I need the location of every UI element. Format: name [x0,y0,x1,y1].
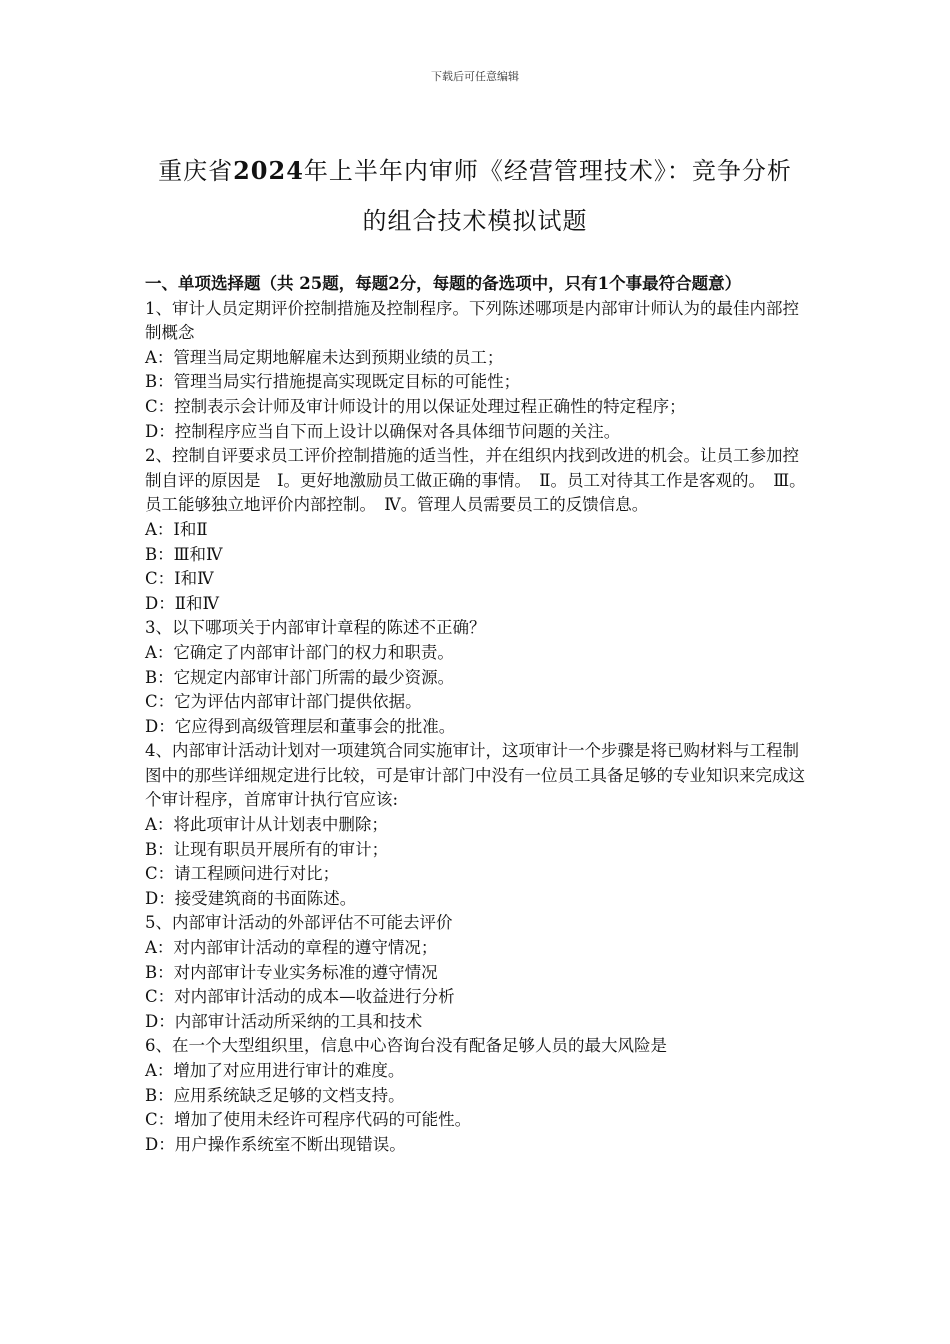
option-a: A：Ⅰ和Ⅱ [145,519,208,539]
title-suffix: 年上半年内审师《经营管理技术》：竞争分析 [303,157,792,185]
option-d: D：它应得到高级管理层和董事会的批准。 [145,716,456,736]
option-c: C：控制表示会计师及审计师设计的用以保证处理过程正确性的特定程序； [145,396,686,416]
question-stem: 6、在一个大型组织里，信息中心咨询台没有配备足够人员的最大风险是 [145,1036,667,1056]
option-d: D：接受建筑商的书面陈述。 [145,888,357,908]
title-year: 2024 [233,156,304,185]
question-6 [145,1034,810,1157]
document-title [140,146,810,246]
question-4 [145,739,810,911]
header-note: 下载后可任意编辑 [431,70,519,83]
option-a: A：将此项审计从计划表中删除； [145,815,388,835]
section-heading: 一、单项选择题（共 25题，每题2分，每题的备选项中，只有1个事最符合题意） [145,274,742,293]
option-c: C：增加了使用未经许可程序代码的可能性。 [145,1110,472,1130]
question-1 [145,297,810,445]
option-c: C：Ⅰ和Ⅳ [145,569,214,589]
option-d: D：内部审计活动所采纳的工具和技术 [145,1011,423,1031]
option-b: B：它规定内部审计部门所需的最少资源。 [145,667,455,687]
option-c: C：对内部审计活动的成本—收益进行分析 [145,987,455,1007]
title-line-2: 的组合技术模拟试题 [362,207,588,235]
option-b: B：Ⅲ和Ⅳ [145,544,223,564]
option-b: B：管理当局实行措施提高实现既定目标的可能性； [145,372,521,392]
question-content [145,272,810,1157]
question-5 [145,911,810,1034]
question-stem: 5、内部审计活动的外部评估不可能去评价 [145,913,453,933]
option-d: D：控制程序应当自下而上设计以确保对各具体细节问题的关注。 [145,421,621,441]
question-stem: 2、控制自评要求员工评价控制措施的适当性，并在组织内找到改进的机会。让员工参加控制自评的原因是 Ⅰ。更好地激励员工做正确的事情。 Ⅱ。员工对待其工作是客观的。 Ⅲ。员工能够独立地评价内部控制。 Ⅳ。管理人员需要员工的反馈信息。 [145,446,806,515]
option-d: D：用户操作系统室不断出现错误。 [145,1134,406,1154]
title-line-1 [140,146,810,196]
question-3 [145,616,810,739]
question-stem: 4、内部审计活动计划对一项建筑合同实施审计，这项审计一个步骤是将已购材料与工程制图中的那些详细规定进行比较，可是审计部门中没有一位员工具备足够的专业知识来完成这个审计程序，首席审计执行官应该: [145,741,805,810]
title-prefix: 重庆省 [158,157,234,185]
question-2 [145,444,810,616]
question-stem: 3、以下哪项关于内部审计章程的陈述不正确？ [145,618,486,638]
option-a: A：对内部审计活动的章程的遵守情况； [145,938,438,958]
option-b: B：应用系统缺乏足够的文档支持。 [145,1085,405,1105]
question-stem: 1、审计人员定期评价控制措施及控制程序。下列陈述哪项是内部审计师认为的最佳内部控制概念 [145,298,799,343]
option-d: D：Ⅱ和Ⅳ [145,593,219,613]
option-a: A：它确定了内部审计部门的权力和职责。 [145,642,454,662]
option-c: C：它为评估内部审计部门提供依据。 [145,692,422,712]
option-b: B：对内部审计专业实务标准的遵守情况 [145,962,438,982]
option-c: C：请工程顾问进行对比； [145,864,340,884]
option-a: A：管理当局定期地解雇未达到预期业绩的员工； [145,347,504,367]
option-a: A：增加了对应用进行审计的难度。 [145,1061,405,1080]
option-b: B：让现有职员开展所有的审计； [145,839,389,859]
